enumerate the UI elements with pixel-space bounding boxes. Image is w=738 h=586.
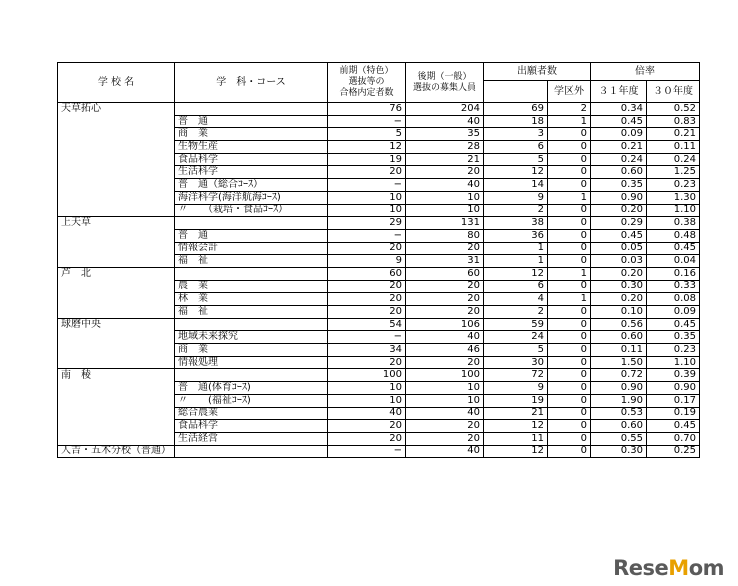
ratio-31-cell: 0.10 <box>591 306 647 319</box>
school-name-cell <box>58 356 175 369</box>
table-row <box>58 369 700 382</box>
outside-district-cell: 1 <box>548 293 591 306</box>
course-name-cell <box>175 445 328 458</box>
ratio-31-cell: 0.30 <box>591 445 647 458</box>
table-row <box>58 344 700 357</box>
outside-district-cell: 2 <box>548 103 591 116</box>
early-admit-cell: 60 <box>328 267 406 280</box>
header-year-30: ３０年度 <box>647 81 700 103</box>
early-admit-cell: 19 <box>328 153 406 166</box>
ratio-30-cell: 0.33 <box>647 280 700 293</box>
school-name-cell <box>58 407 175 420</box>
outside-district-cell: 0 <box>548 420 591 433</box>
table-row <box>58 103 700 116</box>
table-row <box>58 217 700 230</box>
applicants-cell: 21 <box>484 407 548 420</box>
table-row <box>58 115 700 128</box>
early-admit-cell: − <box>328 229 406 242</box>
ratio-30-cell: 0.45 <box>647 420 700 433</box>
table-row <box>58 318 700 331</box>
applicants-cell: 72 <box>484 369 548 382</box>
header-school: 学 校 名 <box>58 63 175 103</box>
ratio-30-cell: 0.83 <box>647 115 700 128</box>
early-admit-cell: 54 <box>328 318 406 331</box>
header-late <box>406 63 484 103</box>
ratio-30-cell: 0.35 <box>647 331 700 344</box>
ratio-31-cell: 0.45 <box>591 115 647 128</box>
ratio-31-cell: 0.72 <box>591 369 647 382</box>
school-name-cell: 南 稜 <box>58 369 175 382</box>
early-admit-cell: 12 <box>328 141 406 154</box>
ratio-30-cell: 0.45 <box>647 318 700 331</box>
school-name-cell <box>58 255 175 268</box>
table-row <box>58 432 700 445</box>
late-quota-cell: 80 <box>406 229 484 242</box>
ratio-31-cell: 0.60 <box>591 166 647 179</box>
ratio-31-cell: 0.90 <box>591 382 647 395</box>
ratio-31-cell: 0.09 <box>591 128 647 141</box>
table-row <box>58 267 700 280</box>
school-name-cell <box>58 420 175 433</box>
late-quota-cell: 21 <box>406 153 484 166</box>
table-row <box>58 394 700 407</box>
late-quota-cell: 10 <box>406 204 484 217</box>
table-row <box>58 356 700 369</box>
outside-district-cell: 0 <box>548 318 591 331</box>
ratio-30-cell: 0.23 <box>647 179 700 192</box>
table-row <box>58 153 700 166</box>
ratio-30-cell: 0.25 <box>647 445 700 458</box>
early-admit-cell: − <box>328 115 406 128</box>
course-name-cell <box>175 369 328 382</box>
outside-district-cell: 0 <box>548 344 591 357</box>
course-name-cell <box>175 217 328 230</box>
late-quota-cell: 20 <box>406 293 484 306</box>
applicants-cell: 19 <box>484 394 548 407</box>
header-ratio: 倍率 <box>591 63 700 81</box>
school-name-cell <box>58 293 175 306</box>
applicants-cell: 36 <box>484 229 548 242</box>
school-name-cell <box>58 242 175 255</box>
outside-district-cell: 0 <box>548 255 591 268</box>
outside-district-cell: 0 <box>548 166 591 179</box>
late-quota-cell: 10 <box>406 382 484 395</box>
table-row <box>58 242 700 255</box>
school-name-cell <box>58 179 175 192</box>
school-name-cell <box>58 204 175 217</box>
late-quota-cell: 100 <box>406 369 484 382</box>
early-admit-cell: 20 <box>328 432 406 445</box>
ratio-30-cell: 0.19 <box>647 407 700 420</box>
outside-district-cell: 0 <box>548 382 591 395</box>
late-quota-cell: 40 <box>406 445 484 458</box>
course-name-cell: 〃 (福祉ｺｰｽ) <box>175 394 328 407</box>
course-name-cell <box>175 103 328 116</box>
course-name-cell: 農 業 <box>175 280 328 293</box>
table-row <box>58 331 700 344</box>
late-quota-cell: 20 <box>406 356 484 369</box>
ratio-31-cell: 0.29 <box>591 217 647 230</box>
late-quota-cell: 46 <box>406 344 484 357</box>
course-name-cell: 商 業 <box>175 344 328 357</box>
early-admit-cell: 29 <box>328 217 406 230</box>
table-row <box>58 179 700 192</box>
applicants-cell: 24 <box>484 331 548 344</box>
school-name-cell <box>58 331 175 344</box>
table-row <box>58 445 700 458</box>
course-name-cell: 総合農業 <box>175 407 328 420</box>
outside-district-cell: 0 <box>548 141 591 154</box>
ratio-31-cell: 0.45 <box>591 229 647 242</box>
early-admit-cell: 76 <box>328 103 406 116</box>
table-row <box>58 280 700 293</box>
outside-district-cell: 0 <box>548 407 591 420</box>
school-name-cell <box>58 166 175 179</box>
school-name-cell <box>58 280 175 293</box>
outside-district-cell: 0 <box>548 204 591 217</box>
late-quota-cell: 40 <box>406 331 484 344</box>
applicants-cell: 6 <box>484 280 548 293</box>
late-quota-cell: 106 <box>406 318 484 331</box>
ratio-30-cell: 0.39 <box>647 369 700 382</box>
header-early <box>328 63 406 103</box>
outside-district-cell: 0 <box>548 242 591 255</box>
late-quota-cell: 31 <box>406 255 484 268</box>
resemom-watermark-logo: ReseMom <box>613 556 724 580</box>
early-admit-cell: 20 <box>328 306 406 319</box>
late-quota-cell: 35 <box>406 128 484 141</box>
ratio-31-cell: 1.90 <box>591 394 647 407</box>
early-admit-cell: 20 <box>328 420 406 433</box>
early-admit-cell: 20 <box>328 280 406 293</box>
applicants-cell: 12 <box>484 166 548 179</box>
ratio-31-cell: 0.03 <box>591 255 647 268</box>
ratio-30-cell: 0.90 <box>647 382 700 395</box>
school-name-cell: 上天草 <box>58 217 175 230</box>
course-name-cell: 普 通 <box>175 115 328 128</box>
course-name-cell: 食品科学 <box>175 153 328 166</box>
course-name-cell: 商 業 <box>175 128 328 141</box>
early-admit-cell: 40 <box>328 407 406 420</box>
ratio-30-cell: 0.04 <box>647 255 700 268</box>
ratio-30-cell: 0.23 <box>647 344 700 357</box>
ratio-30-cell: 1.10 <box>647 204 700 217</box>
applicants-cell: 2 <box>484 204 548 217</box>
outside-district-cell: 1 <box>548 115 591 128</box>
ratio-31-cell: 1.50 <box>591 356 647 369</box>
table-row <box>58 382 700 395</box>
ratio-30-cell: 0.45 <box>647 242 700 255</box>
early-admit-cell: 10 <box>328 382 406 395</box>
late-quota-cell: 10 <box>406 191 484 204</box>
header-late-line2: 選抜の募集人員 <box>412 82 476 93</box>
applicants-cell: 5 <box>484 153 548 166</box>
late-quota-cell: 20 <box>406 306 484 319</box>
applicants-cell: 9 <box>484 191 548 204</box>
applicants-cell: 4 <box>484 293 548 306</box>
course-name-cell: 福 祉 <box>175 255 328 268</box>
outside-district-cell: 0 <box>548 356 591 369</box>
ratio-30-cell: 0.38 <box>647 217 700 230</box>
ratio-31-cell: 0.55 <box>591 432 647 445</box>
applicants-cell: 14 <box>484 179 548 192</box>
school-name-cell: 人吉・五木分校（普通） <box>58 445 175 458</box>
late-quota-cell: 20 <box>406 432 484 445</box>
ratio-30-cell: 1.10 <box>647 356 700 369</box>
early-admit-cell: 10 <box>328 394 406 407</box>
school-name-cell: 芦 北 <box>58 267 175 280</box>
school-name-cell <box>58 141 175 154</box>
ratio-30-cell: 0.24 <box>647 153 700 166</box>
late-quota-cell: 20 <box>406 280 484 293</box>
late-quota-cell: 40 <box>406 115 484 128</box>
course-name-cell: 海洋科学(海洋航海ｺｰｽ) <box>175 191 328 204</box>
table-row <box>58 229 700 242</box>
late-quota-cell: 40 <box>406 179 484 192</box>
late-quota-cell: 20 <box>406 166 484 179</box>
applicants-cell: 12 <box>484 267 548 280</box>
table-row <box>58 420 700 433</box>
table-row <box>58 128 700 141</box>
ratio-30-cell: 0.70 <box>647 432 700 445</box>
ratio-31-cell: 0.21 <box>591 141 647 154</box>
table-row <box>58 407 700 420</box>
applicants-cell: 12 <box>484 445 548 458</box>
course-name-cell: 情報処理 <box>175 356 328 369</box>
school-name-cell <box>58 306 175 319</box>
ratio-31-cell: 0.53 <box>591 407 647 420</box>
table-row <box>58 204 700 217</box>
ratio-30-cell: 0.17 <box>647 394 700 407</box>
ratio-31-cell: 0.56 <box>591 318 647 331</box>
table-row <box>58 293 700 306</box>
ratio-30-cell: 1.30 <box>647 191 700 204</box>
late-quota-cell: 20 <box>406 242 484 255</box>
course-name-cell: 生物生産 <box>175 141 328 154</box>
late-quota-cell: 131 <box>406 217 484 230</box>
table-row <box>58 306 700 319</box>
school-name-cell <box>58 128 175 141</box>
table-row <box>58 166 700 179</box>
ratio-30-cell: 0.08 <box>647 293 700 306</box>
applicants-cell: 69 <box>484 103 548 116</box>
course-name-cell: 〃 （栽培・食品ｺｰｽ） <box>175 204 328 217</box>
school-name-cell: 天草拓心 <box>58 103 175 116</box>
applicants-cell: 2 <box>484 306 548 319</box>
outside-district-cell: 0 <box>548 217 591 230</box>
early-admit-cell: − <box>328 445 406 458</box>
applicants-cell: 9 <box>484 382 548 395</box>
school-name-cell <box>58 153 175 166</box>
applicants-cell: 6 <box>484 141 548 154</box>
applicants-cell: 1 <box>484 242 548 255</box>
applicants-cell: 18 <box>484 115 548 128</box>
course-name-cell: 普 通（総合ｺｰｽ） <box>175 179 328 192</box>
ratio-30-cell: 1.25 <box>647 166 700 179</box>
early-admit-cell: 20 <box>328 293 406 306</box>
course-name-cell: 生活経営 <box>175 432 328 445</box>
ratio-30-cell: 0.21 <box>647 128 700 141</box>
header-applicants-total <box>484 81 548 103</box>
school-name-cell <box>58 432 175 445</box>
ratio-31-cell: 0.20 <box>591 293 647 306</box>
outside-district-cell: 0 <box>548 369 591 382</box>
admissions-table <box>57 62 700 458</box>
ratio-31-cell: 0.20 <box>591 204 647 217</box>
applicants-cell: 30 <box>484 356 548 369</box>
school-name-cell <box>58 394 175 407</box>
course-name-cell: 普 通(体育ｺｰｽ) <box>175 382 328 395</box>
applicants-cell: 11 <box>484 432 548 445</box>
ratio-31-cell: 0.30 <box>591 280 647 293</box>
early-admit-cell: 9 <box>328 255 406 268</box>
outside-district-cell: 0 <box>548 280 591 293</box>
outside-district-cell: 0 <box>548 445 591 458</box>
ratio-30-cell: 0.48 <box>647 229 700 242</box>
applicants-cell: 5 <box>484 344 548 357</box>
table-row <box>58 191 700 204</box>
early-admit-cell: 5 <box>328 128 406 141</box>
school-name-cell <box>58 344 175 357</box>
ratio-31-cell: 0.11 <box>591 344 647 357</box>
outside-district-cell: 1 <box>548 267 591 280</box>
early-admit-cell: 10 <box>328 191 406 204</box>
header-outside: 学区外 <box>548 81 591 103</box>
course-name-cell: 普 通 <box>175 229 328 242</box>
early-admit-cell: 100 <box>328 369 406 382</box>
course-name-cell: 地域未来探究 <box>175 331 328 344</box>
ratio-30-cell: 0.52 <box>647 103 700 116</box>
applicants-cell: 1 <box>484 255 548 268</box>
school-name-cell <box>58 191 175 204</box>
header-course: 学 科・コース <box>175 63 328 103</box>
outside-district-cell: 0 <box>548 153 591 166</box>
applicants-cell: 12 <box>484 420 548 433</box>
header-early-line2: 選抜等の <box>348 77 385 88</box>
ratio-30-cell: 0.11 <box>647 141 700 154</box>
ratio-31-cell: 0.34 <box>591 103 647 116</box>
early-admit-cell: 10 <box>328 204 406 217</box>
ratio-31-cell: 0.35 <box>591 179 647 192</box>
course-name-cell <box>175 318 328 331</box>
late-quota-cell: 60 <box>406 267 484 280</box>
school-name-cell <box>58 382 175 395</box>
course-name-cell <box>175 267 328 280</box>
late-quota-cell: 10 <box>406 394 484 407</box>
late-quota-cell: 20 <box>406 420 484 433</box>
outside-district-cell: 0 <box>548 179 591 192</box>
outside-district-cell: 0 <box>548 331 591 344</box>
course-name-cell: 食品科学 <box>175 420 328 433</box>
early-admit-cell: 20 <box>328 356 406 369</box>
late-quota-cell: 40 <box>406 407 484 420</box>
school-name-cell <box>58 229 175 242</box>
applicants-cell: 38 <box>484 217 548 230</box>
ratio-31-cell: 0.24 <box>591 153 647 166</box>
early-admit-cell: 20 <box>328 166 406 179</box>
early-admit-cell: − <box>328 331 406 344</box>
outside-district-cell: 1 <box>548 191 591 204</box>
header-year-31: ３１年度 <box>591 81 647 103</box>
course-name-cell: 生活科学 <box>175 166 328 179</box>
ratio-31-cell: 0.60 <box>591 420 647 433</box>
course-name-cell: 福 祉 <box>175 306 328 319</box>
outside-district-cell: 0 <box>548 394 591 407</box>
header-late-line1: 後期（一般） <box>417 71 472 82</box>
course-name-cell: 林 業 <box>175 293 328 306</box>
ratio-30-cell: 0.16 <box>647 267 700 280</box>
header-early-line1: 前期（特色） <box>339 66 394 77</box>
outside-district-cell: 0 <box>548 306 591 319</box>
early-admit-cell: − <box>328 179 406 192</box>
applicants-cell: 59 <box>484 318 548 331</box>
ratio-31-cell: 0.60 <box>591 331 647 344</box>
ratio-31-cell: 0.20 <box>591 267 647 280</box>
ratio-30-cell: 0.09 <box>647 306 700 319</box>
late-quota-cell: 28 <box>406 141 484 154</box>
table-row <box>58 141 700 154</box>
outside-district-cell: 0 <box>548 432 591 445</box>
school-name-cell <box>58 115 175 128</box>
outside-district-cell: 0 <box>548 229 591 242</box>
early-admit-cell: 20 <box>328 242 406 255</box>
applicants-cell: 3 <box>484 128 548 141</box>
table-row <box>58 255 700 268</box>
table-body <box>58 103 700 458</box>
ratio-31-cell: 0.90 <box>591 191 647 204</box>
header-applicants: 出願者数 <box>484 63 591 81</box>
early-admit-cell: 34 <box>328 344 406 357</box>
ratio-31-cell: 0.05 <box>591 242 647 255</box>
school-name-cell: 球磨中央 <box>58 318 175 331</box>
course-name-cell: 情報会計 <box>175 242 328 255</box>
late-quota-cell: 204 <box>406 103 484 116</box>
header-early-line3: 合格内定者数 <box>339 87 394 98</box>
outside-district-cell: 0 <box>548 128 591 141</box>
